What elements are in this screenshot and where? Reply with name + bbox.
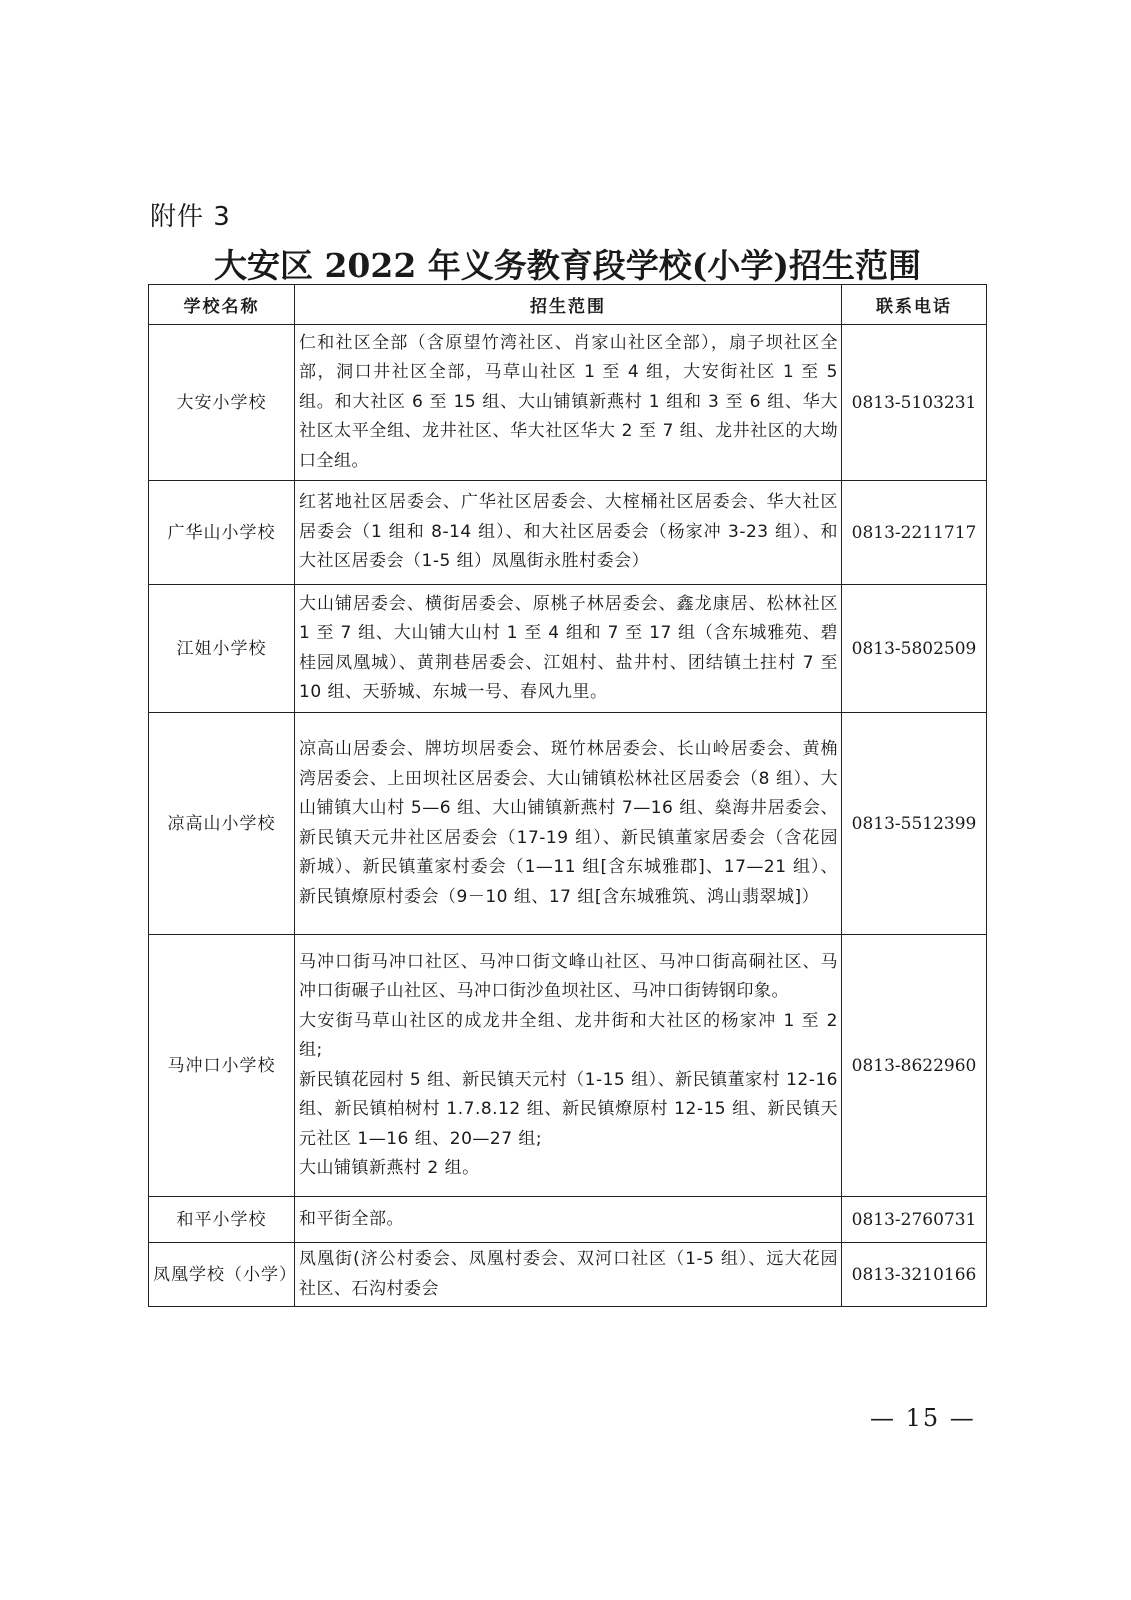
document-title: 大安区 2022 年义务教育段学校(小学)招生范围 [213, 246, 922, 285]
admission-range: 凉高山居委会、牌坊坝居委会、斑竹林居委会、长山岭居委会、黄桷湾居委会、上田坝社区居委会、大山铺镇松林社区居委会（8 组）、大山铺镇大山村 5—6 组、大山铺镇新燕村 7—16 组、燊海井居委会、新民镇天元井社区居委会（17-19 组）、新民镇董家居委会（含花园新城）、新民镇董家村委会（1—11 组[含东城雅郡]、17—21 组）、新民镇燎原村委会（9－10 组、17 组[含东城雅筑、鸿山翡翠城]） [295, 713, 842, 935]
contact-phone: 0813-5103231 [842, 325, 987, 481]
attachment-label: 附件 3 [150, 202, 231, 232]
page-number: — 15 — [870, 1404, 976, 1432]
admission-range: 大山铺居委会、横街居委会、原桃子林居委会、鑫龙康居、松林社区 1 至 7 组、大山铺大山村 1 至 4 组和 7 至 17 组（含东城雅苑、碧桂园凤凰城）、黄荆巷居委会、江姐村、盐井村、团结镇土拄村 7 至 10 组、天骄城、东城一号、春风九里。 [295, 585, 842, 713]
table-row [149, 325, 987, 481]
admission-range-line: 新民镇花园村 5 组、新民镇天元村（1-15 组）、新民镇董家村 12-16 组、新民镇柏树村 1.7.8.12 组、新民镇燎原村 12-15 组、新民镇天元社区 1—16 组、20—27 组; [299, 1069, 838, 1149]
contact-phone: 0813-2211717 [842, 481, 987, 585]
contact-phone: 0813-3210166 [842, 1243, 987, 1307]
school-name: 大安小学校 [149, 325, 295, 481]
table-row [149, 713, 987, 935]
table-row [149, 481, 987, 585]
admission-range-line: 大安街马草山社区的成龙井全组、龙井街和大社区的杨家冲 1 至 2 组; [299, 1010, 838, 1060]
school-name: 马冲口小学校 [149, 935, 295, 1197]
table-row [149, 585, 987, 713]
table-header-row [149, 285, 987, 325]
admission-range: 凤凰街(济公村委会、凤凰村委会、双河口社区（1-5 组）、远大花园社区、石沟村委会 [295, 1243, 842, 1307]
contact-phone: 0813-2760731 [842, 1197, 987, 1243]
admission-range: 和平街全部。 [295, 1197, 842, 1243]
admission-range: 红茗地社区居委会、广华社区居委会、大榁桶社区居委会、华大社区居委会（1 组和 8-14 组）、和大社区居委会（杨家冲 3-23 组）、和大社区居委会（1-5 组）凤凰街永胜村委会） [295, 481, 842, 585]
contact-phone: 0813-8622960 [842, 935, 987, 1197]
table-row [149, 935, 987, 1197]
table-row [149, 1197, 987, 1243]
header-school-name: 学校名称 [149, 285, 295, 325]
admission-range-table [148, 284, 987, 1307]
admission-range-line: 大山铺镇新燕村 2 组。 [299, 1158, 480, 1178]
school-name: 广华山小学校 [149, 481, 295, 585]
school-name: 凉高山小学校 [149, 713, 295, 935]
contact-phone: 0813-5512399 [842, 713, 987, 935]
school-name: 凤凰学校（小学） [149, 1243, 295, 1307]
school-name: 和平小学校 [149, 1197, 295, 1243]
school-name: 江姐小学校 [149, 585, 295, 713]
header-contact-phone: 联系电话 [842, 285, 987, 325]
table-row [149, 1243, 987, 1307]
admission-range: 仁和社区全部（含原望竹湾社区、肖家山社区全部），扇子坝社区全部，洞口井社区全部，马草山社区 1 至 4 组，大安街社区 1 至 5 组。和大社区 6 至 15 组、大山铺镇新燕村 1 组和 3 至 6 组、华大社区太平全组、龙井社区、华大社区华大 2 至 7 组、龙井社区的大坳口全组。 [295, 325, 842, 481]
header-admission-range: 招生范围 [295, 285, 842, 325]
contact-phone: 0813-5802509 [842, 585, 987, 713]
admission-range-line: 马冲口街马冲口社区、马冲口街文峰山社区、马冲口街高硐社区、马冲口街碾子山社区、马冲口街沙鱼坝社区、马冲口街铸钢印象。 [299, 951, 838, 1001]
admission-range [295, 935, 842, 1197]
